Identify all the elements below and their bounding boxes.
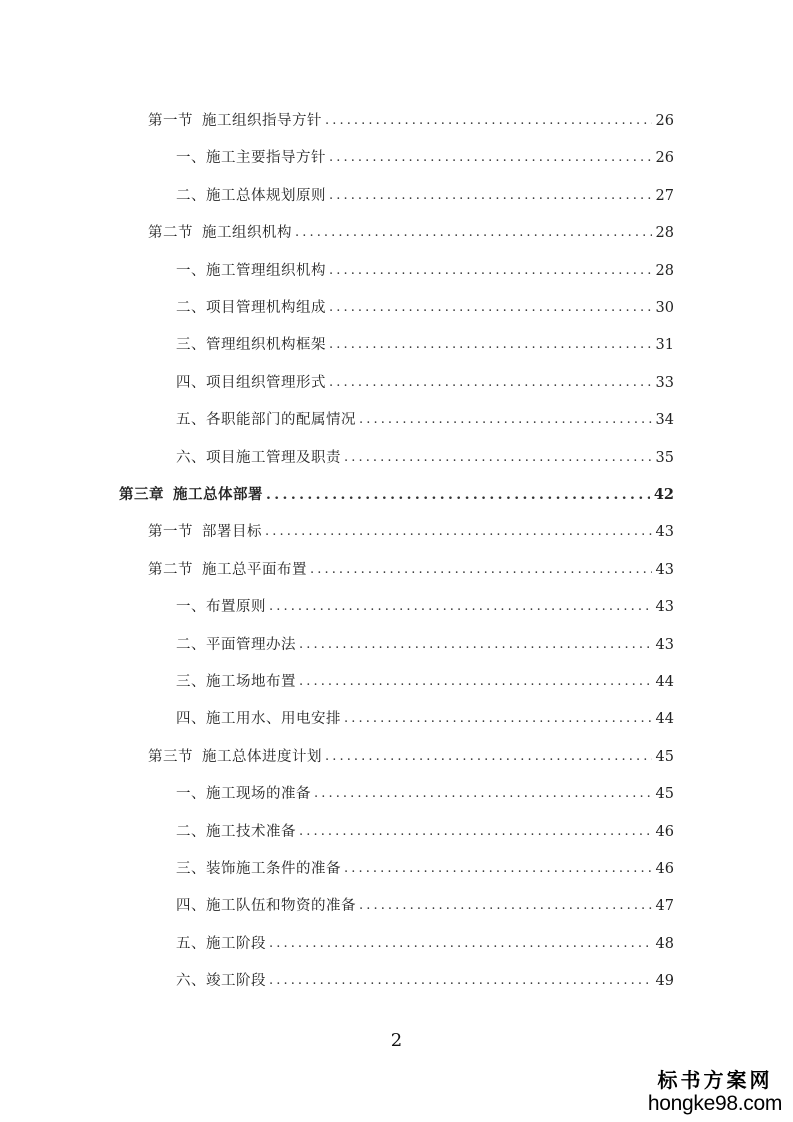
toc-entry-page: 48 (655, 936, 674, 952)
toc-entry-page: 43 (655, 524, 674, 540)
toc-entry-number: 六、 (176, 450, 206, 466)
toc-entry-number: 第二节 (148, 225, 193, 241)
toc-entry[interactable] (176, 296, 674, 320)
toc-entry-title: 布置原则 (206, 599, 266, 615)
toc-entry-page: 42 (653, 486, 674, 503)
toc-entry-title: 施工管理组织机构 (206, 263, 326, 279)
toc-entry-title: 部署目标 (202, 524, 262, 540)
toc-entry-title: 装饰施工条件的准备 (206, 861, 341, 877)
toc-entry[interactable] (176, 820, 674, 844)
toc-entry[interactable] (176, 595, 674, 619)
toc-entry-page: 33 (655, 375, 674, 391)
toc-dot-leader (299, 670, 652, 694)
toc-dot-leader (269, 969, 652, 993)
toc-entry-title: 施工组织指导方针 (202, 113, 322, 129)
toc-entry-title: 施工队伍和物资的准备 (206, 898, 356, 914)
toc-entry-label (148, 520, 262, 544)
toc-entry-label (176, 707, 341, 731)
toc-entry-number: 第一节 (148, 524, 193, 540)
page-number: 2 (390, 1030, 403, 1051)
toc-entry-label (176, 969, 266, 993)
toc-entry-title: 施工场地布置 (206, 674, 296, 690)
toc-dot-leader (329, 259, 652, 283)
toc-entry-title: 项目组织管理形式 (206, 375, 326, 391)
watermark (645, 1068, 785, 1116)
toc-entry-number: 一、 (176, 263, 206, 279)
toc-entry-number: 二、 (176, 188, 206, 204)
toc-dot-leader (344, 707, 652, 731)
toc-entry-page: 28 (655, 263, 674, 279)
toc-entry-title: 施工用水、用电安排 (206, 711, 341, 727)
toc-entry-title: 平面管理办法 (206, 637, 296, 653)
toc-entry-label (176, 633, 296, 657)
toc-entry[interactable] (176, 184, 674, 208)
toc-dot-leader (299, 820, 652, 844)
toc-entry-page: 47 (655, 898, 674, 914)
toc-entry-number: 第三章 (119, 486, 164, 503)
toc-entry-number: 二、 (176, 637, 206, 653)
toc-entry-label (148, 109, 322, 133)
toc-dot-leader (310, 558, 652, 582)
toc-dot-leader (329, 371, 652, 395)
toc-entry-label (176, 894, 356, 918)
toc-entry[interactable] (148, 520, 674, 544)
toc-entry-page: 28 (655, 225, 674, 241)
toc-entry-page: 31 (655, 337, 674, 353)
toc-entry-title: 施工总体进度计划 (202, 749, 322, 765)
toc-entry[interactable] (176, 857, 674, 881)
toc-entry-number: 第二节 (148, 562, 193, 578)
toc-dot-leader (325, 109, 652, 133)
toc-entry-label (176, 146, 326, 170)
toc-dot-leader (344, 857, 652, 881)
toc-entry-label (176, 857, 341, 881)
toc-entry-page: 46 (655, 861, 674, 877)
toc-entry-number: 三、 (176, 337, 206, 353)
toc-entry-page: 43 (655, 599, 674, 615)
toc-entry-title: 施工技术准备 (206, 824, 296, 840)
toc-dot-leader (299, 633, 652, 657)
toc-entry-label (176, 259, 326, 283)
toc-dot-leader (269, 595, 652, 619)
toc-entry-page: 43 (655, 637, 674, 653)
toc-entry-number: 一、 (176, 786, 206, 802)
toc-entry-page: 26 (655, 150, 674, 166)
toc-entry-number: 一、 (176, 150, 206, 166)
toc-entry[interactable] (176, 894, 674, 918)
toc-entry-label (176, 446, 341, 470)
toc-entry-number: 五、 (176, 936, 206, 952)
toc-dot-leader (314, 782, 652, 806)
toc-dot-leader (329, 296, 652, 320)
toc-entry[interactable] (176, 333, 674, 357)
toc-entry-number: 六、 (176, 973, 206, 989)
toc-entry-number: 四、 (176, 711, 206, 727)
toc-dot-leader (329, 184, 652, 208)
toc-dot-leader (359, 408, 652, 432)
toc-entry-page: 45 (655, 749, 674, 765)
toc-entry-page: 44 (655, 711, 674, 727)
toc-entry-title: 施工总平面布置 (202, 562, 307, 578)
toc-entry-label (176, 670, 296, 694)
toc-entry[interactable] (148, 745, 674, 769)
toc-entry[interactable] (176, 932, 674, 956)
toc-entry-page: 46 (655, 824, 674, 840)
watermark-url: hongke98.com (647, 1092, 783, 1115)
toc-entry[interactable] (148, 109, 674, 133)
toc-entry-number: 一、 (176, 599, 206, 615)
toc-entry-title: 管理组织机构框架 (206, 337, 326, 353)
toc-entry-number: 四、 (176, 898, 206, 914)
watermark-title: 标书方案网 (657, 1068, 773, 1092)
toc-dot-leader (265, 520, 652, 544)
toc-entry-title: 项目管理机构组成 (206, 300, 326, 316)
toc-entry-label (176, 408, 356, 432)
toc-entry-number: 三、 (176, 861, 206, 877)
toc-dot-leader (329, 146, 652, 170)
toc-entry[interactable] (176, 969, 674, 993)
toc-entry[interactable] (176, 259, 674, 283)
toc-entry[interactable] (119, 483, 674, 507)
toc-entry[interactable] (176, 670, 674, 694)
toc-entry-page: 35 (655, 450, 674, 466)
toc-entry-label (176, 371, 326, 395)
toc-entry-title: 施工阶段 (206, 936, 266, 952)
toc-entry-number: 五、 (176, 412, 206, 428)
toc-entry-label (148, 558, 307, 582)
toc-dot-leader (269, 932, 652, 956)
toc-dot-leader (295, 221, 652, 245)
toc-entry[interactable] (176, 371, 674, 395)
toc-entry[interactable] (176, 146, 674, 170)
toc-entry-page: 26 (655, 113, 674, 129)
toc-entry-page: 43 (655, 562, 674, 578)
toc-dot-leader (329, 333, 652, 357)
toc-entry-number: 二、 (176, 824, 206, 840)
toc-entry-label (119, 483, 263, 507)
toc-entry-number: 第一节 (148, 113, 193, 129)
toc-entry-label (176, 595, 266, 619)
toc-entry-title: 各职能部门的配属情况 (206, 412, 356, 428)
toc-entry-number: 二、 (176, 300, 206, 316)
toc-entry-number: 三、 (176, 674, 206, 690)
toc-entry-title: 施工总体规划原则 (206, 188, 326, 204)
toc-entry-page: 27 (655, 188, 674, 204)
toc-entry-title: 项目施工管理及职责 (206, 450, 341, 466)
toc-entry-title: 施工主要指导方针 (206, 150, 326, 166)
toc-entry-page: 45 (655, 786, 674, 802)
toc-entry-label (148, 221, 292, 245)
toc-entry-number: 第三节 (148, 749, 193, 765)
toc-entry-label (176, 932, 266, 956)
toc-entry[interactable] (176, 707, 674, 731)
toc-dot-leader (359, 894, 652, 918)
toc-entry-page: 44 (655, 674, 674, 690)
toc-entry[interactable] (176, 408, 674, 432)
toc-entry-label (176, 184, 326, 208)
toc-entry-title: 施工总体部署 (173, 486, 263, 503)
toc-entry-label (176, 333, 326, 357)
toc-entry-label (176, 820, 296, 844)
toc-entry-title: 施工组织机构 (202, 225, 292, 241)
toc-dot-leader (325, 745, 652, 769)
toc-entry-title: 施工现场的准备 (206, 786, 311, 802)
toc-entry-label (176, 296, 326, 320)
toc-entry[interactable] (148, 221, 674, 245)
toc-entry-page: 49 (655, 973, 674, 989)
toc-dot-leader (266, 483, 650, 507)
toc-entry-label (148, 745, 322, 769)
toc-entry[interactable] (176, 446, 674, 470)
toc-entry-label (176, 782, 311, 806)
toc-dot-leader (344, 446, 652, 470)
toc-entry[interactable] (176, 633, 674, 657)
toc-entry-title: 竣工阶段 (206, 973, 266, 989)
toc-entry-number: 四、 (176, 375, 206, 391)
toc-entry[interactable] (176, 782, 674, 806)
toc-entry[interactable] (148, 558, 674, 582)
toc-entry-page: 30 (655, 300, 674, 316)
toc-entry-page: 34 (655, 412, 674, 428)
